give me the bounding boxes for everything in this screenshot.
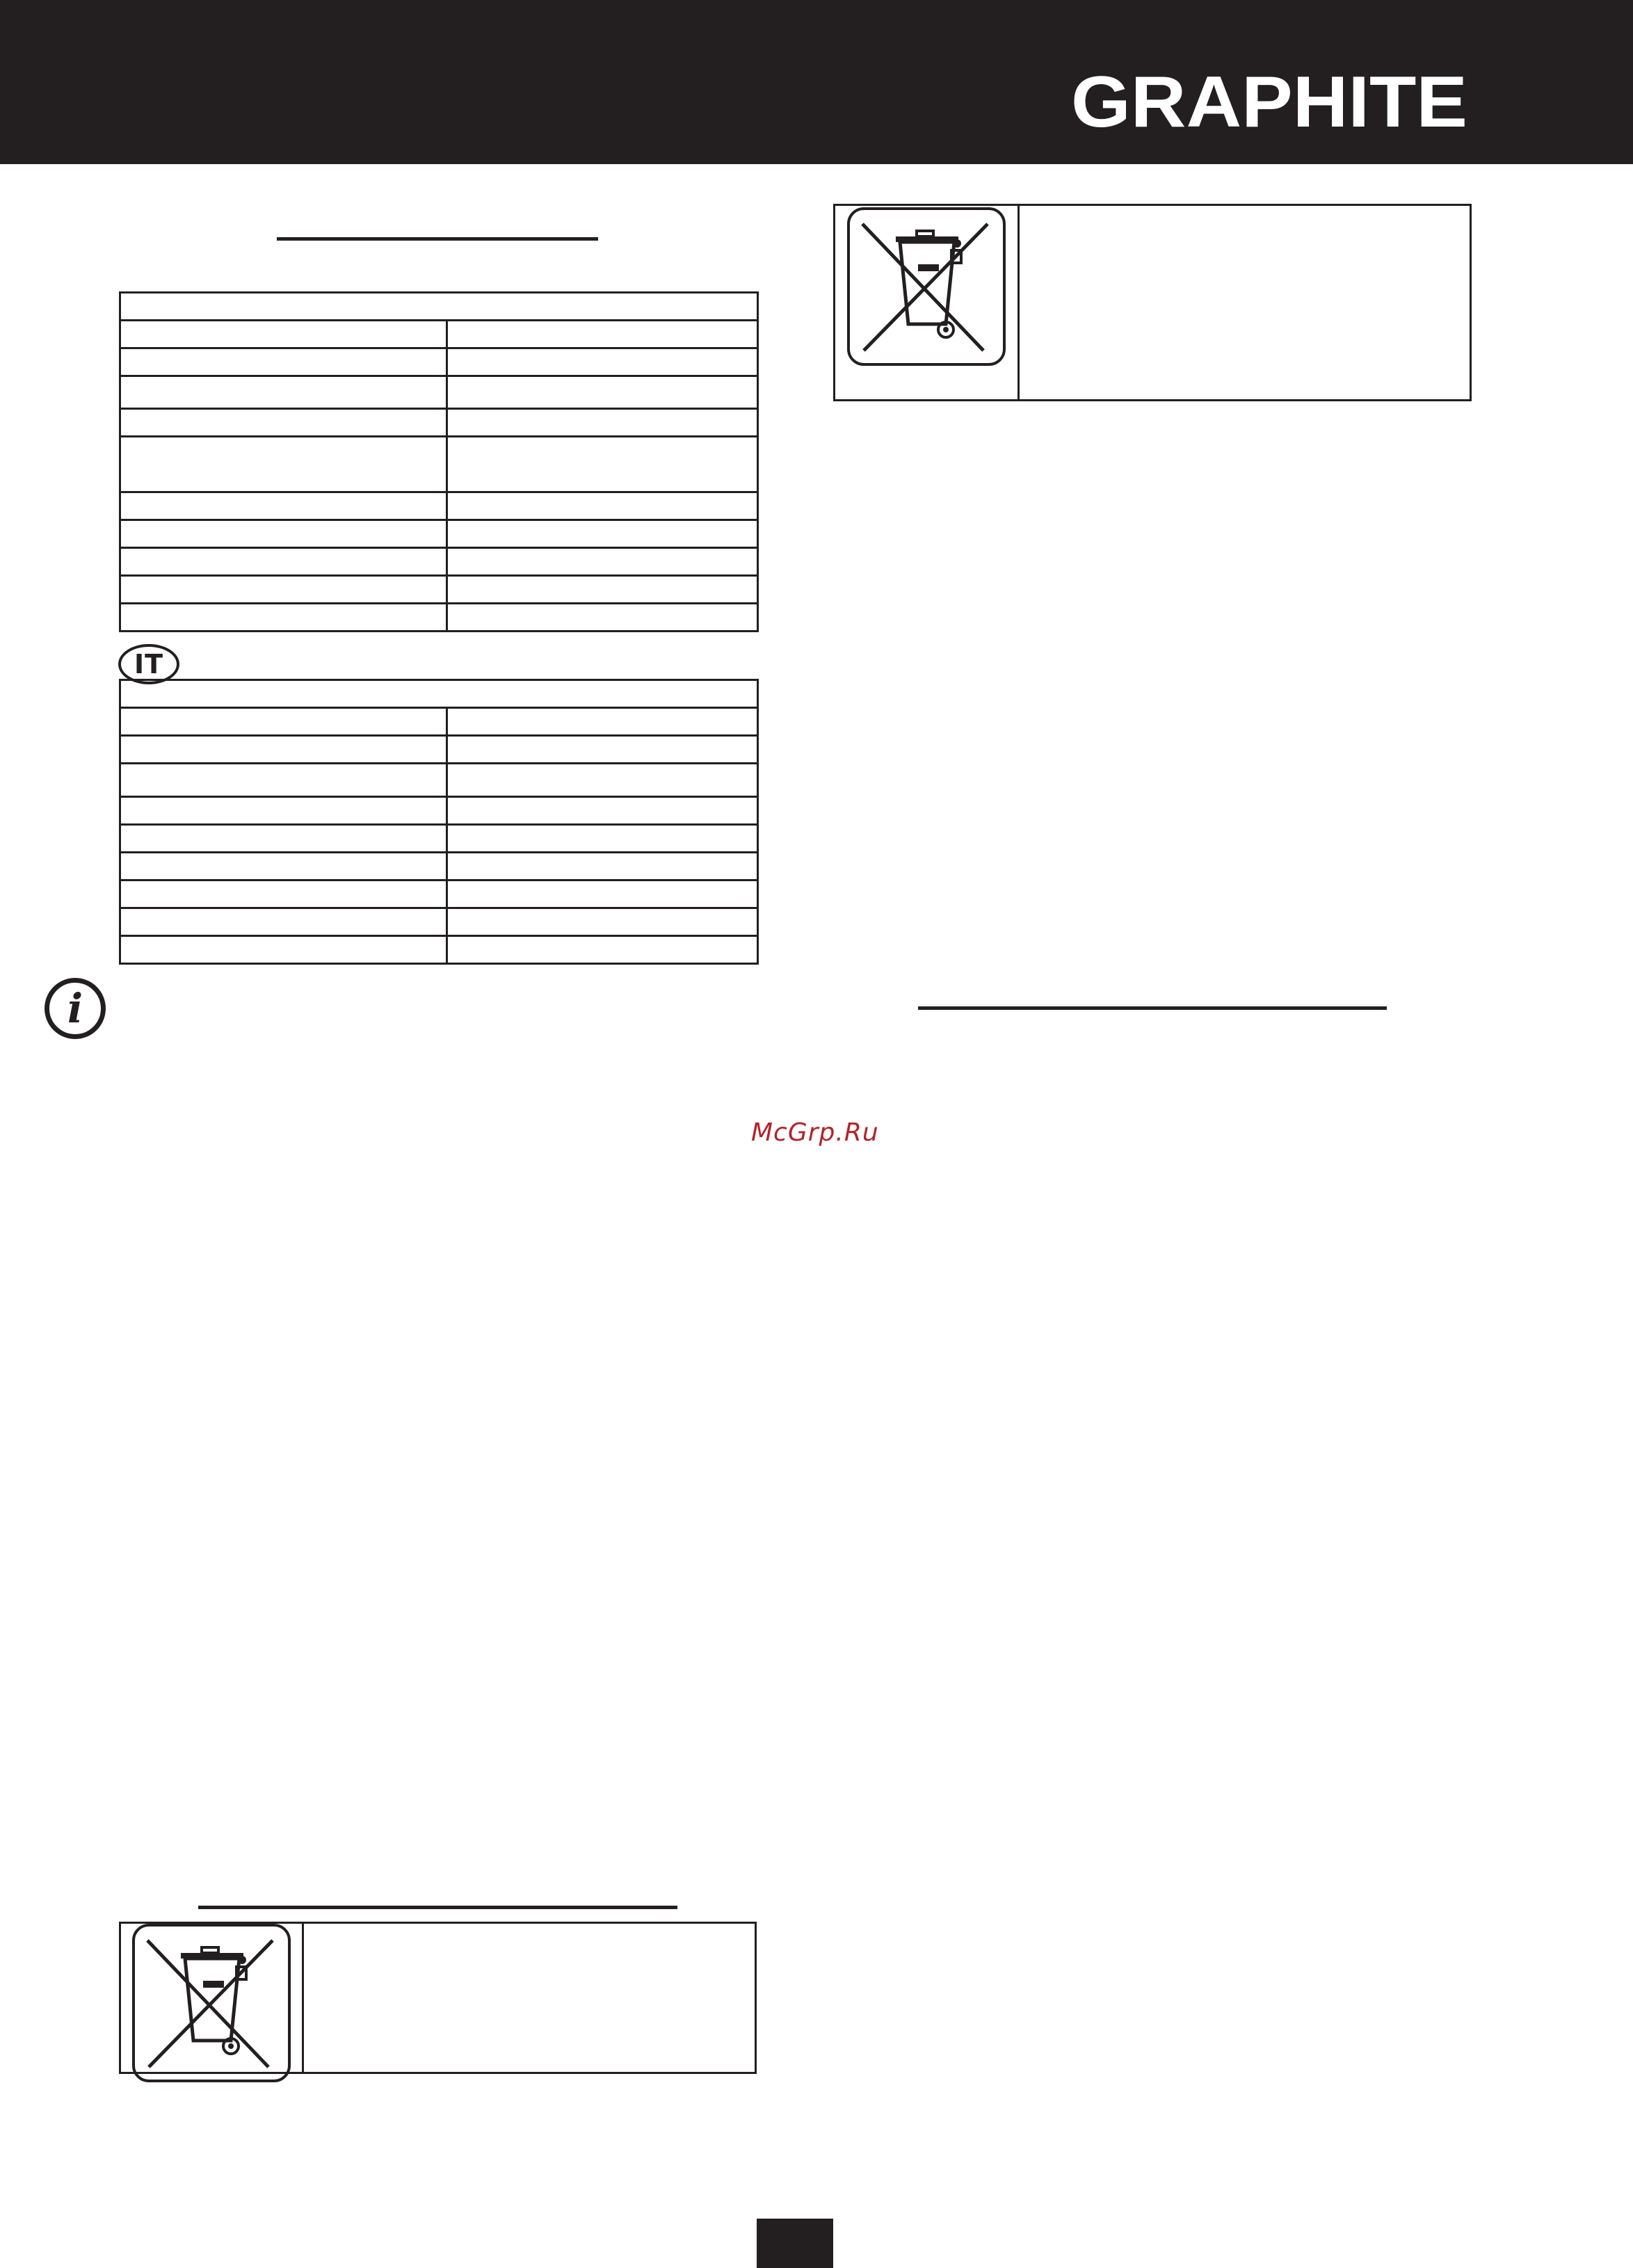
info-icon: i (45, 978, 106, 1039)
table-cell (120, 797, 447, 825)
table-cell (447, 520, 758, 548)
table-header-row (120, 680, 758, 708)
table-row (120, 908, 758, 936)
watermark: McGrp.Ru (751, 1118, 879, 1147)
section-heading-rule (277, 237, 598, 241)
table-row (120, 437, 758, 492)
section-heading-rule (198, 1906, 677, 1909)
table-cell (447, 376, 758, 409)
table-cell (120, 736, 447, 764)
table-cell (120, 604, 447, 632)
table-row (120, 348, 758, 376)
table-cell (447, 576, 758, 604)
table-row (120, 409, 758, 437)
language-badge-it: IT (118, 644, 179, 684)
table-row (120, 797, 758, 825)
table-cell (447, 492, 758, 520)
table-cell (120, 492, 447, 520)
table-cell (120, 437, 447, 492)
graphite-logo (1071, 70, 1467, 132)
table-cell (120, 293, 758, 321)
table-row (120, 548, 758, 576)
header-bar (0, 0, 1633, 164)
technical-data-table-it (119, 679, 759, 965)
table-row (120, 321, 758, 348)
table-cell (447, 825, 758, 853)
table-cell (447, 548, 758, 576)
crossed-out-wheelie-bin-icon (847, 207, 1006, 366)
table-cell (447, 908, 758, 936)
technical-data-table (119, 291, 759, 632)
table-cell (120, 908, 447, 936)
table-row (120, 576, 758, 604)
svg-text:GRAPHITE: GRAPHITE (1071, 70, 1467, 132)
table-row (120, 492, 758, 520)
table-cell (120, 680, 758, 708)
box-divider (1017, 206, 1020, 399)
table-cell (447, 736, 758, 764)
table-cell (120, 409, 447, 437)
table-cell (120, 708, 447, 736)
box-divider (302, 1924, 304, 2072)
table-cell (447, 409, 758, 437)
table-cell (120, 348, 447, 376)
table-row (120, 708, 758, 736)
table-cell (447, 880, 758, 908)
table-cell (120, 548, 447, 576)
table-row (120, 853, 758, 880)
table-cell (120, 376, 447, 409)
table-cell (447, 604, 758, 632)
table-row (120, 764, 758, 797)
table-cell (447, 437, 758, 492)
table-cell (447, 321, 758, 348)
table-header-row (120, 293, 758, 321)
table-cell (120, 321, 447, 348)
table-cell (447, 708, 758, 736)
table-cell (447, 936, 758, 964)
table-cell (120, 764, 447, 797)
table-row (120, 825, 758, 853)
table-cell (120, 576, 447, 604)
table-cell (447, 348, 758, 376)
weee-disposal-box (833, 204, 1472, 401)
crossed-out-wheelie-bin-icon (132, 1924, 291, 2082)
page-number-tab (757, 2219, 833, 2268)
table-row (120, 736, 758, 764)
table-row (120, 376, 758, 409)
section-heading-rule (918, 1006, 1387, 1010)
table-row (120, 604, 758, 632)
table-cell (447, 797, 758, 825)
table-cell (120, 853, 447, 880)
table-cell (120, 936, 447, 964)
table-cell (447, 764, 758, 797)
table-cell (120, 520, 447, 548)
table-cell (447, 853, 758, 880)
weee-disposal-box (119, 1922, 757, 2074)
table-row (120, 880, 758, 908)
table-cell (120, 880, 447, 908)
table-row (120, 936, 758, 964)
table-cell (120, 825, 447, 853)
table-row (120, 520, 758, 548)
